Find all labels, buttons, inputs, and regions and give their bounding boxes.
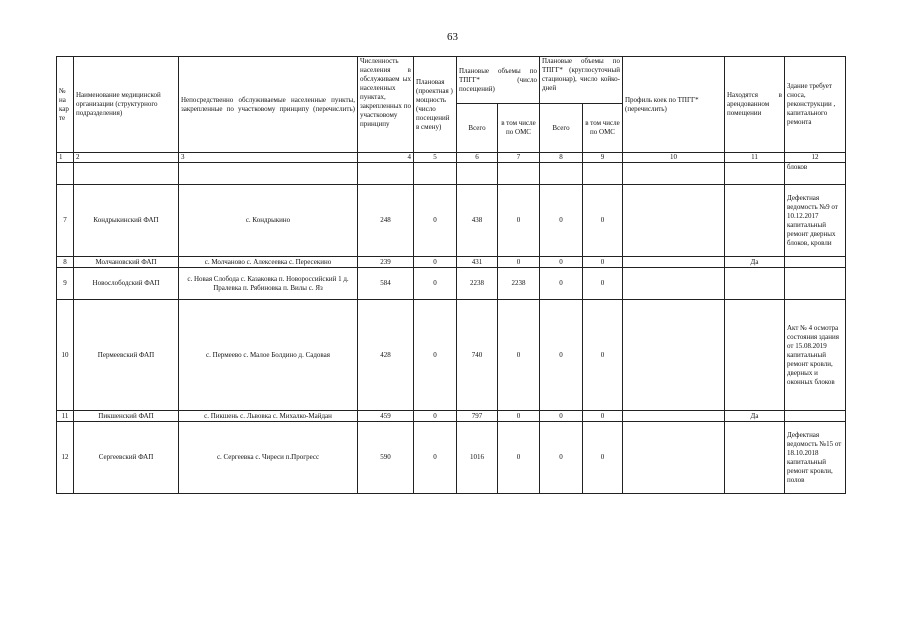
building-repair: Дефектная ведомость №15 от 18.10.2018 капитальный ремонт кровли, полов: [785, 422, 846, 494]
header-planned-bed-days: Плановые объемы по ТПГГ* (круглосуточный стационар), число койко-дней: [540, 57, 623, 104]
organization-name: Пермеевский ФАП: [74, 300, 179, 411]
visits-oms: 0: [498, 411, 540, 422]
header-bed-profile: Профиль коек по ТПГГ* (перечислить): [623, 57, 725, 153]
organization-name: Кондрыкинский ФАП: [74, 185, 179, 257]
capacity: 0: [414, 268, 457, 300]
beds-oms: 0: [583, 257, 623, 268]
bed-profile: [623, 422, 725, 494]
table-row: [57, 185, 846, 257]
header-number: № на кар те: [57, 57, 74, 153]
rented: [725, 185, 785, 257]
settlements: с. Молчаново с. Алексеевка с. Пересекино: [179, 257, 358, 268]
capacity: 0: [414, 257, 457, 268]
visits-total: 2238: [457, 268, 498, 300]
beds-total: 0: [540, 300, 583, 411]
capacity: 0: [414, 422, 457, 494]
visits-total: 797: [457, 411, 498, 422]
column-number: 2: [74, 153, 179, 163]
table-row: [57, 257, 846, 268]
beds-total: 0: [540, 185, 583, 257]
table-row: [57, 411, 846, 422]
organization-name: Молчановский ФАП: [74, 257, 179, 268]
building-repair: [785, 411, 846, 422]
bed-profile: [623, 268, 725, 300]
visits-total: 431: [457, 257, 498, 268]
beds-total: 0: [540, 268, 583, 300]
header-beds-oms: в том числе по ОМС: [583, 104, 623, 153]
row-number: 9: [57, 268, 74, 300]
organization-name: Сергеевский ФАП: [74, 422, 179, 494]
beds-total: 0: [540, 411, 583, 422]
visits-oms: 0: [498, 257, 540, 268]
settlements: с. Новая Слобода с. Казаковка п. Новороссийский 1 д. Пралевка п. Рябиновка п. Вилы с. Яз: [179, 268, 358, 300]
bed-profile: [623, 257, 725, 268]
population: 239: [358, 257, 414, 268]
visits-oms: 2238: [498, 268, 540, 300]
beds-oms: 0: [583, 411, 623, 422]
facilities-table: [56, 56, 846, 494]
rented: [725, 268, 785, 300]
visits-total: 438: [457, 185, 498, 257]
header-planned-visits: Плановые объемы по ТПГГ* (число посещений): [457, 57, 540, 104]
beds-oms: 0: [583, 422, 623, 494]
organization-name: Новослободский ФАП: [74, 268, 179, 300]
beds-total: 0: [540, 257, 583, 268]
column-number: 3: [179, 153, 358, 163]
visits-oms: 0: [498, 300, 540, 411]
column-number: 9: [583, 153, 623, 163]
bed-profile: [623, 185, 725, 257]
organization-name: Пикшенский ФАП: [74, 411, 179, 422]
population: 248: [358, 185, 414, 257]
rented: Да: [725, 411, 785, 422]
row-number: 10: [57, 300, 74, 411]
capacity: 0: [414, 411, 457, 422]
page-number: 63: [447, 31, 458, 43]
capacity: 0: [414, 300, 457, 411]
beds-oms: 0: [583, 300, 623, 411]
header-building-repair: Здание требует сноса, реконструкции , капитального ремонта: [785, 57, 846, 153]
header-visits-total: Всего: [457, 104, 498, 153]
header-settlements: Непосредственно обслуживаемые населенные пункты, закрепленные по участковому принципу (перечислить): [179, 57, 358, 153]
column-number: 11: [725, 153, 785, 163]
visits-oms: 0: [498, 185, 540, 257]
row-number: 8: [57, 257, 74, 268]
header-rented: Находятся в арендованном помещении: [725, 57, 785, 153]
capacity: 0: [414, 185, 457, 257]
bed-profile: [623, 300, 725, 411]
header-visits-oms: в том числе по ОМС: [498, 104, 540, 153]
population: 428: [358, 300, 414, 411]
column-number: 10: [623, 153, 725, 163]
table-row: [57, 422, 846, 494]
rented: [725, 300, 785, 411]
continuation-text: блоков: [785, 163, 846, 185]
bed-profile: [623, 411, 725, 422]
row-number: 11: [57, 411, 74, 422]
settlements: с. Пикшень с. Львовка с. Михалко-Майдан: [179, 411, 358, 422]
column-number: 7: [498, 153, 540, 163]
beds-total: 0: [540, 422, 583, 494]
table-row: [57, 300, 846, 411]
column-number: 1: [57, 153, 74, 163]
row-number: 7: [57, 185, 74, 257]
header-population: Численность населения в обслуживаем ых населенных пунктах, закрепленных по участковому принципу: [358, 57, 414, 153]
column-number: 8: [540, 153, 583, 163]
header-organization: Наименование медицинской организации (структурного подразделения): [74, 57, 179, 153]
column-number: 12: [785, 153, 846, 163]
settlements: с. Пермеево с. Малое Болдино д. Садовая: [179, 300, 358, 411]
rented: Да: [725, 257, 785, 268]
column-number: 6: [457, 153, 498, 163]
population: 584: [358, 268, 414, 300]
row-number: 12: [57, 422, 74, 494]
settlements: с. Кондрыкино: [179, 185, 358, 257]
building-repair: [785, 257, 846, 268]
settlements: с. Сергеевка с. Чиреси п.Прогресс: [179, 422, 358, 494]
population: 590: [358, 422, 414, 494]
building-repair: Дефектная ведомость №9 от 10.12.2017 капитальный ремонт дверных блоков, кровли: [785, 185, 846, 257]
rented: [725, 422, 785, 494]
building-repair: [785, 268, 846, 300]
header-beds-total: Всего: [540, 104, 583, 153]
column-number: 5: [414, 153, 457, 163]
beds-oms: 0: [583, 268, 623, 300]
visits-oms: 0: [498, 422, 540, 494]
building-repair: Акт № 4 осмотра состояния здания от 15.08.2019 капитальный ремонт кровли, дверных и оконных блоков: [785, 300, 846, 411]
beds-oms: 0: [583, 185, 623, 257]
table-row: [57, 268, 846, 300]
visits-total: 1016: [457, 422, 498, 494]
header-capacity: Плановая (проектная ) мощность (число посещений в смену): [414, 57, 457, 153]
visits-total: 740: [457, 300, 498, 411]
population: 459: [358, 411, 414, 422]
column-number: 4: [358, 153, 414, 163]
